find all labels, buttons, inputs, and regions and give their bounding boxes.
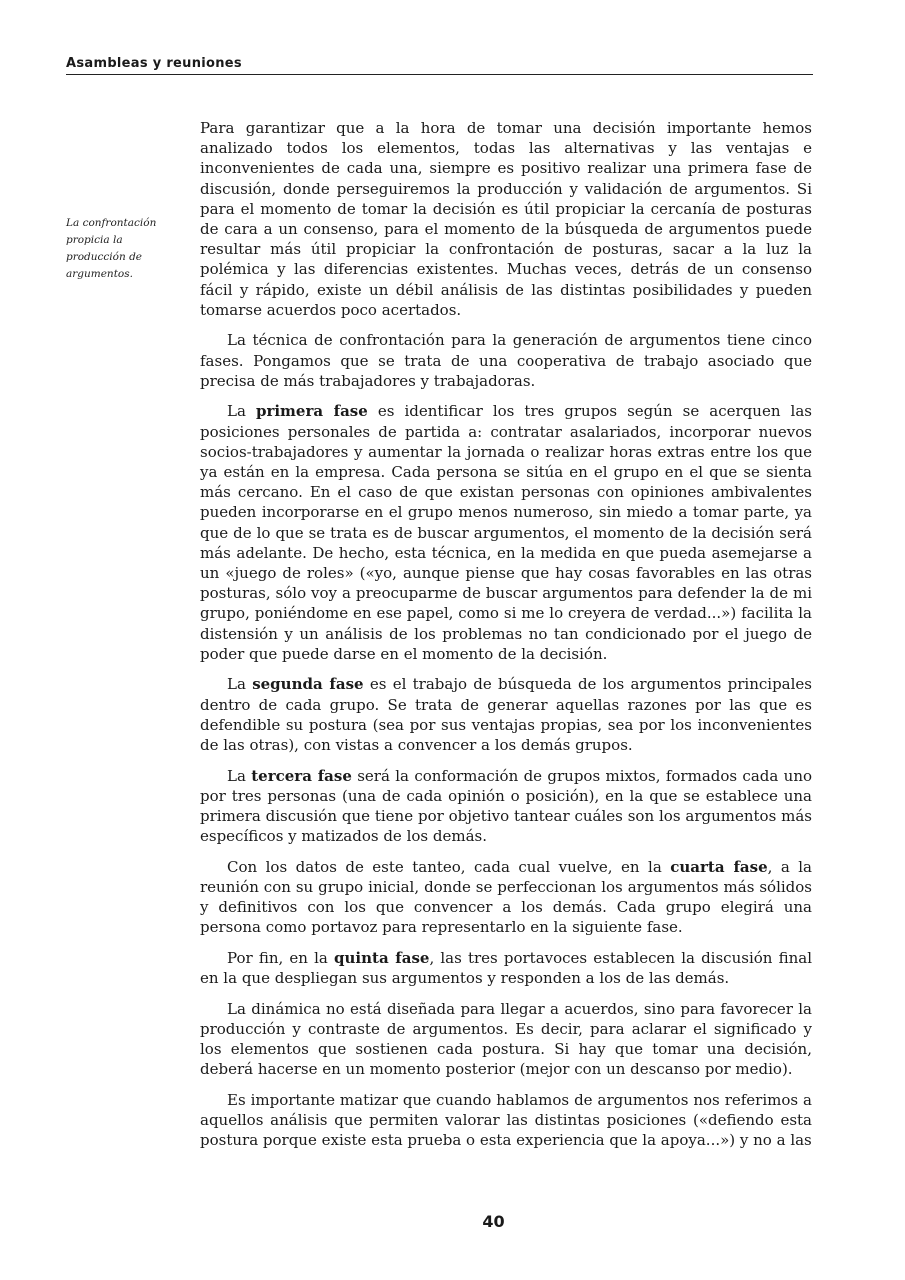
phase-term: quinta fase	[334, 949, 430, 968]
paragraph-phase-5	[200, 948, 812, 988]
page-number: 40	[482, 1212, 505, 1231]
paragraph-phase-1	[200, 401, 812, 664]
running-head: Asambleas y reuniones	[66, 56, 813, 75]
paragraph-phase-3	[200, 766, 812, 847]
paragraph-lead: La	[227, 675, 253, 694]
phase-term: tercera fase	[251, 766, 352, 785]
paragraph-rest: es identificar los tres grupos según se acerquen las posiciones personales de partida a: contratar asalariados, incorporar nuevos socios-trabajadores y aumentar la jornada o realizar horas extras entre los que ya están en la empresa. Cada persona se sitúa en el grupo en el que se sienta más cercano. En el caso de que existan personas con opiniones ambivalentes pueden incorporarse en el grupo menos numeroso, sin miedo a tomar parte, ya que de lo que se trata es de buscar argumentos, el momento de la decisión será más adelante. De hecho, esta técnica, en la medida en que pueda asemejarse a un «juego de roles» («yo, aunque piense que hay cosas favorables en las otras posturas, sólo voy a preocuparme de buscar argumentos para defender la de mi grupo, poniéndome en ese papel, como si me lo creyera de verdad...») facilita la distensión y un análisis de los problemas no tan condicionado por el juego de poder que puede darse en el momento de la decisión.	[200, 402, 812, 663]
margin-note: La confrontación propicia la producción de argumentos.	[66, 217, 157, 280]
paragraph-rest: es el trabajo de búsqueda de los argumentos principales dentro de cada grupo. Se trata de generar aquellas razones por las que es defendible su postura (sea por sus ventajas propias, sea por los inconvenientes de las otras), con vistas a convencer a los demás grupos.	[200, 675, 813, 755]
paragraph-dynamic: La dinámica no está diseñada para llegar a acuerdos, sino para favorecer la producción y contraste de argumentos. Es decir, para aclarar el significado y los elementos que sostienen cada postura. Si hay que tomar una decisión, deberá hacerse en un momento posterior (mejor con un descanso por medio).	[200, 999, 812, 1079]
paragraph-phase-4	[200, 857, 812, 938]
phase-term: segunda fase	[252, 675, 364, 694]
paragraph-lead: Por fin, en la	[227, 949, 335, 968]
paragraph-intro: Para garantizar que a la hora de tomar una decisión importante hemos analizado todos los elementos, todas las alternativas y las ventajas e inconvenientes de cada una, siempre es positivo realizar una primera fase de discusión, donde perseguiremos la producción y validación de argumentos. Si para el momento de tomar la decisión es útil propiciar la cercanía de posturas de cara a un consenso, para el momento de la búsqueda de argumentos puede resultar más útil propiciar la confrontación de posturas, sacar a la luz la polémica y las diferencias existentes. Muchas veces, detrás de un consenso fácil y rápido, existe un débil análisis de las distintas posibilidades y pueden tomarse acuerdos poco acertados.	[200, 119, 812, 319]
paragraph-rest: , las tres portavoces establecen la discusión final en la que despliegan sus argumentos y responden a los de las demás.	[200, 949, 812, 988]
paragraph-arguments: Es importante matizar que cuando hablamos de argumentos nos referimos a aquellos análisis que permiten valorar las distintas posiciones («defiendo esta postura porque existe esta prueba o esta experiencia que la apoya...») y no a las	[200, 1091, 812, 1150]
paragraph-technique: La técnica de confrontación para la generación de argumentos tiene cinco fases. Pongamos que se trata de una cooperativa de trabajo asociado que precisa de más trabajadores y trabajadoras.	[200, 331, 812, 390]
paragraph-lead: La	[227, 766, 252, 785]
paragraph-rest: será la conformación de grupos mixtos, formados cada uno por tres personas (una de cada opinión o posición), en la que se establece una primera discusión que tiene por objetivo tantear cuáles son los argumentos más específicos y matizados de los demás.	[200, 766, 813, 846]
paragraph-phase-2	[200, 674, 812, 755]
paragraph-lead: La	[227, 402, 256, 421]
phase-term: primera fase	[255, 402, 368, 421]
paragraph-lead: Con los datos de este tanteo, cada cual vuelve, en la	[227, 857, 671, 876]
paragraph-rest: , a la reunión con su grupo inicial, donde se perfeccionan los argumentos más sólidos y definitivos con los que convencer a los demás. Cada grupo elegirá una persona como portavoz para representarlo en la siguiente fase.	[200, 857, 812, 937]
body-text	[200, 118, 812, 1161]
phase-term: cuarta fase	[670, 857, 768, 876]
